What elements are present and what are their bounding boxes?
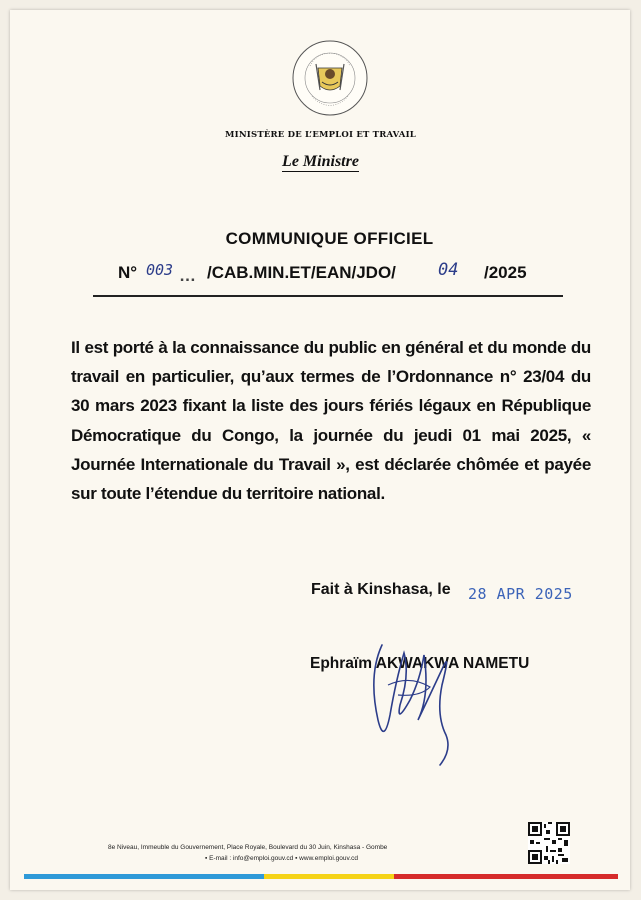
footer-address: 8e Niveau, Immeuble du Gouvernement, Place Royale, Boulevard du 30 Juin, Kinshasa - Gombe (108, 844, 388, 851)
handwritten-month: 04 (438, 260, 459, 280)
place-label: Fait à Kinshasa, le (311, 581, 451, 598)
communique-title: COMMUNIQUE OFFICIEL (225, 229, 434, 248)
date-stamp: 28 APR 2025 (468, 585, 573, 603)
handwritten-signature-icon (360, 625, 480, 775)
communique-body: Il est porté à la connaissance du public en général et du monde du travail en particulier, qu’aux termes de l’Ordonnance n° 23/04 du 30 mars 2023 fixant la liste des jours fériés légaux en République Démocratique du Congo, la journée du jeudi 01 mai 2025, « Journée Internationale du Travail », est déclarée chômée et payée sur toute l’étendue du territoire national. (71, 338, 591, 504)
minister-title-text: Le Ministre (282, 153, 359, 170)
reference-number (93, 260, 563, 297)
flag-blue-segment (24, 874, 264, 879)
signer-name: Ephraïm AKWAKWA NAMETU (310, 655, 530, 672)
government-seal-icon (290, 38, 370, 118)
flag-yellow-segment (264, 874, 394, 879)
reference-year: /2025 (484, 263, 527, 282)
qr-code-icon (528, 822, 570, 864)
flag-red-segment (394, 874, 618, 879)
number-dots: … (179, 266, 197, 285)
flag-color-bar (24, 874, 618, 879)
ministry-name: MINISTÈRE DE L’EMPLOI ET TRAVAIL (225, 130, 416, 140)
minister-title (0, 153, 641, 171)
number-prefix: N° (118, 263, 138, 282)
handwritten-number: 003 (146, 261, 174, 279)
footer-contact: ▪ E-mail : info@emploi.gouv.cd ▪ www.emploi.gouv.cd (205, 855, 358, 862)
reference-code: /CAB.MIN.ET/EAN/JDO/ (207, 263, 396, 282)
